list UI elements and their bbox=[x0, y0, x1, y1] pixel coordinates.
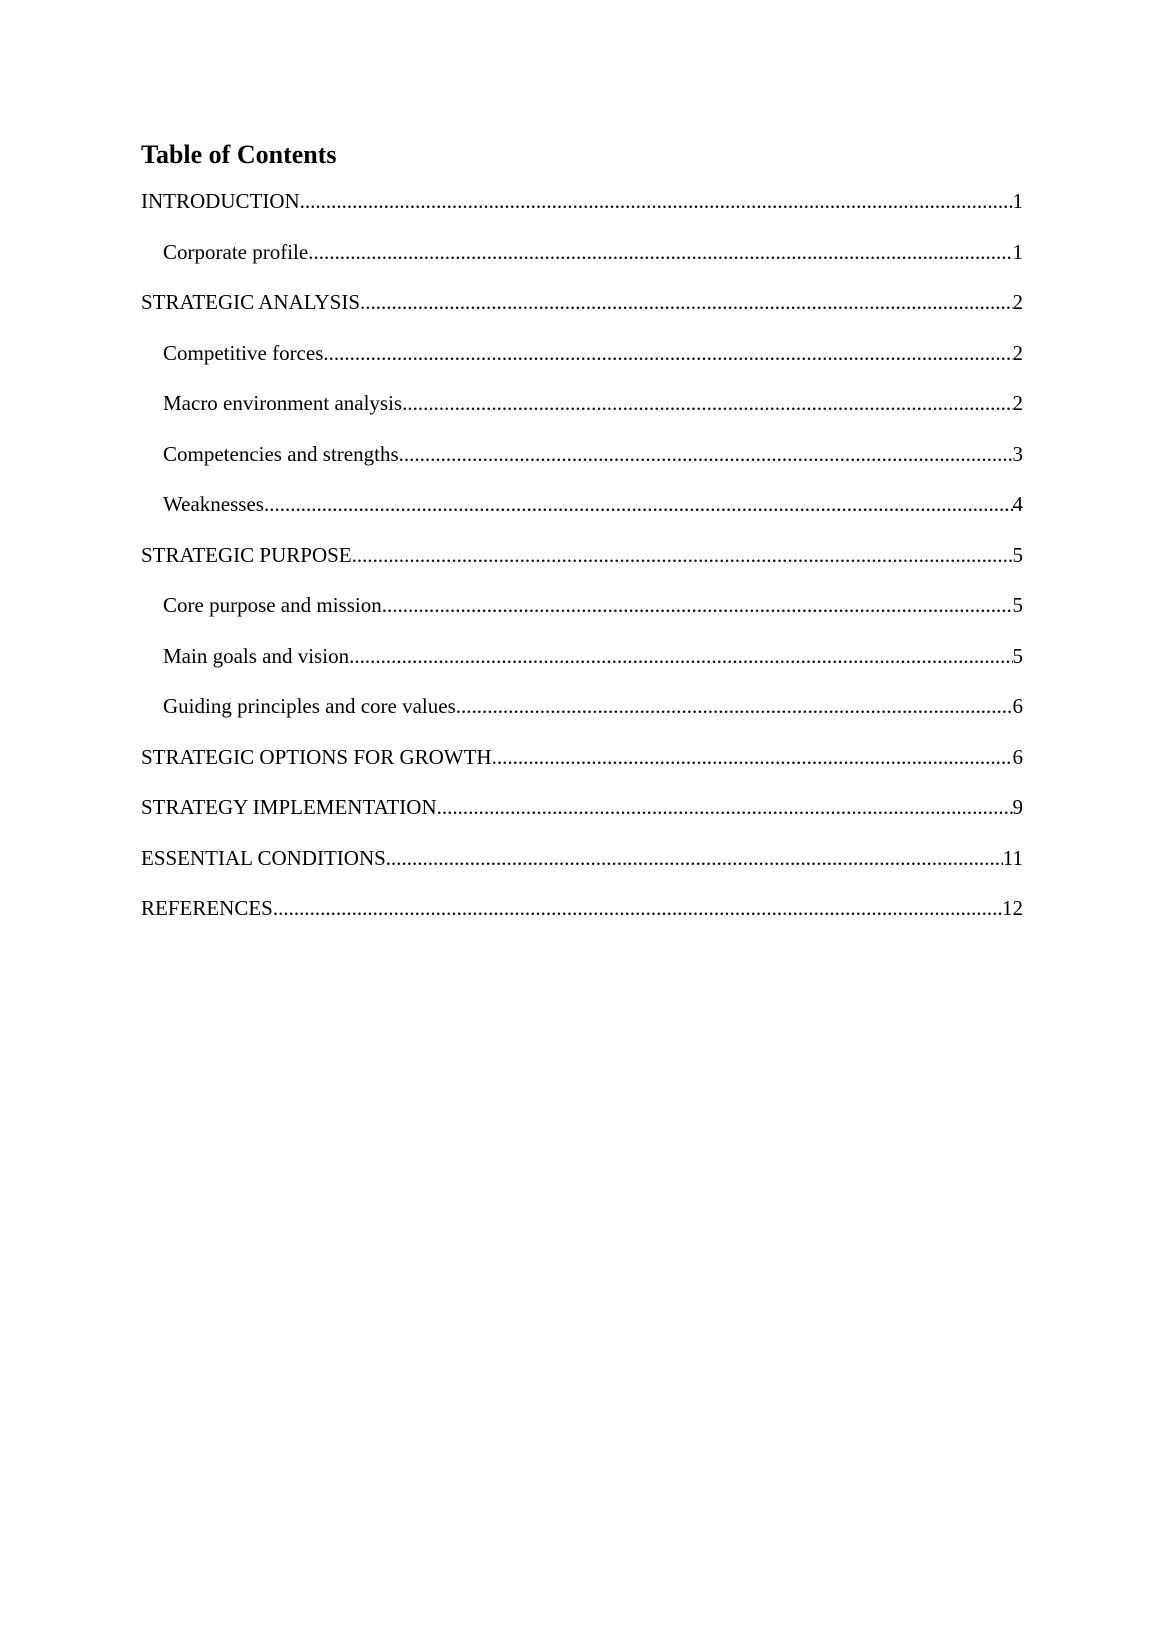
toc-entry-strategic-purpose[interactable] bbox=[141, 540, 1023, 591]
toc-page-number: 5 bbox=[1012, 542, 1023, 567]
toc-page-number: 2 bbox=[1012, 290, 1023, 314]
toc-entry-strategic-analysis[interactable] bbox=[141, 287, 1023, 338]
toc-dot-leader bbox=[492, 742, 1013, 772]
toc-page-number: 1 bbox=[1012, 189, 1023, 213]
toc-page-number: 5 bbox=[1012, 643, 1023, 668]
toc-dot-leader bbox=[402, 388, 1012, 418]
toc-entry-main-goals-and-vision[interactable] bbox=[141, 641, 1023, 692]
toc-entry-label: Competencies and strengths bbox=[163, 441, 399, 466]
toc-page-number: 6 bbox=[1012, 694, 1023, 718]
toc-entry-weaknesses[interactable] bbox=[141, 489, 1023, 540]
toc-dot-leader bbox=[360, 287, 1012, 317]
toc-page-number: 3 bbox=[1012, 441, 1023, 466]
toc-dot-leader bbox=[352, 540, 1013, 570]
toc-dot-leader bbox=[386, 843, 1003, 873]
toc-entry-strategic-options-for-growth[interactable] bbox=[141, 742, 1023, 793]
toc-dot-leader bbox=[300, 186, 1013, 216]
toc-entry-label: STRATEGIC OPTIONS FOR GROWTH bbox=[141, 744, 492, 769]
toc-dot-leader bbox=[349, 641, 1012, 671]
toc-dot-leader bbox=[399, 439, 1013, 469]
toc-dot-leader bbox=[273, 893, 1002, 923]
toc-page-number: 5 bbox=[1012, 593, 1023, 617]
toc-entry-introduction[interactable] bbox=[141, 186, 1023, 237]
toc-dot-leader bbox=[264, 489, 1013, 519]
toc-entry-competitive-forces[interactable] bbox=[141, 338, 1023, 389]
toc-page-number: 11 bbox=[1002, 845, 1023, 870]
toc-dot-leader bbox=[323, 338, 1012, 368]
toc-list bbox=[141, 186, 1023, 944]
toc-title: Table of Contents bbox=[141, 140, 337, 169]
toc-page-number: 2 bbox=[1012, 391, 1023, 415]
toc-page-number: 4 bbox=[1012, 492, 1023, 516]
toc-dot-leader bbox=[382, 590, 1013, 620]
toc-entry-label: ESSENTIAL CONDITIONS bbox=[141, 845, 386, 870]
toc-entry-label: Competitive forces bbox=[163, 340, 324, 365]
toc-entry-label: Core purpose and mission bbox=[163, 593, 382, 617]
toc-entry-core-purpose-and-mission[interactable] bbox=[141, 590, 1023, 641]
toc-page-number: 1 bbox=[1012, 239, 1023, 264]
toc-entry-corporate-profile[interactable] bbox=[141, 237, 1023, 288]
toc-entry-macro-environment-analysis[interactable] bbox=[141, 388, 1023, 439]
toc-page-number: 6 bbox=[1012, 744, 1023, 769]
toc-entry-label: STRATEGIC ANALYSIS bbox=[141, 290, 361, 314]
toc-entry-guiding-principles-and-core-values[interactable] bbox=[141, 691, 1023, 742]
toc-entry-label: Macro environment analysis bbox=[163, 391, 403, 415]
toc-entry-essential-conditions[interactable] bbox=[141, 843, 1023, 894]
toc-entry-label: Corporate profile bbox=[163, 239, 309, 264]
toc-entry-competencies-and-strengths[interactable] bbox=[141, 439, 1023, 490]
toc-page-number: 12 bbox=[1002, 896, 1023, 920]
toc-page-number: 9 bbox=[1012, 795, 1023, 819]
toc-entry-references[interactable] bbox=[141, 893, 1023, 944]
toc-entry-strategy-implementation[interactable] bbox=[141, 792, 1023, 843]
toc-entry-label: STRATEGIC PURPOSE bbox=[141, 542, 352, 567]
toc-page-number: 2 bbox=[1012, 340, 1023, 365]
toc-entry-label: STRATEGY IMPLEMENTATION bbox=[141, 795, 437, 819]
toc-entry-label: Guiding principles and core values bbox=[163, 694, 456, 718]
toc-entry-label: INTRODUCTION bbox=[141, 189, 300, 213]
toc-dot-leader bbox=[308, 237, 1012, 267]
toc-dot-leader bbox=[437, 792, 1013, 822]
toc-entry-label: Main goals and vision bbox=[163, 643, 350, 668]
toc-dot-leader bbox=[456, 691, 1013, 721]
toc-entry-label: Weaknesses bbox=[163, 492, 264, 516]
toc-entry-label: REFERENCES bbox=[141, 896, 273, 920]
